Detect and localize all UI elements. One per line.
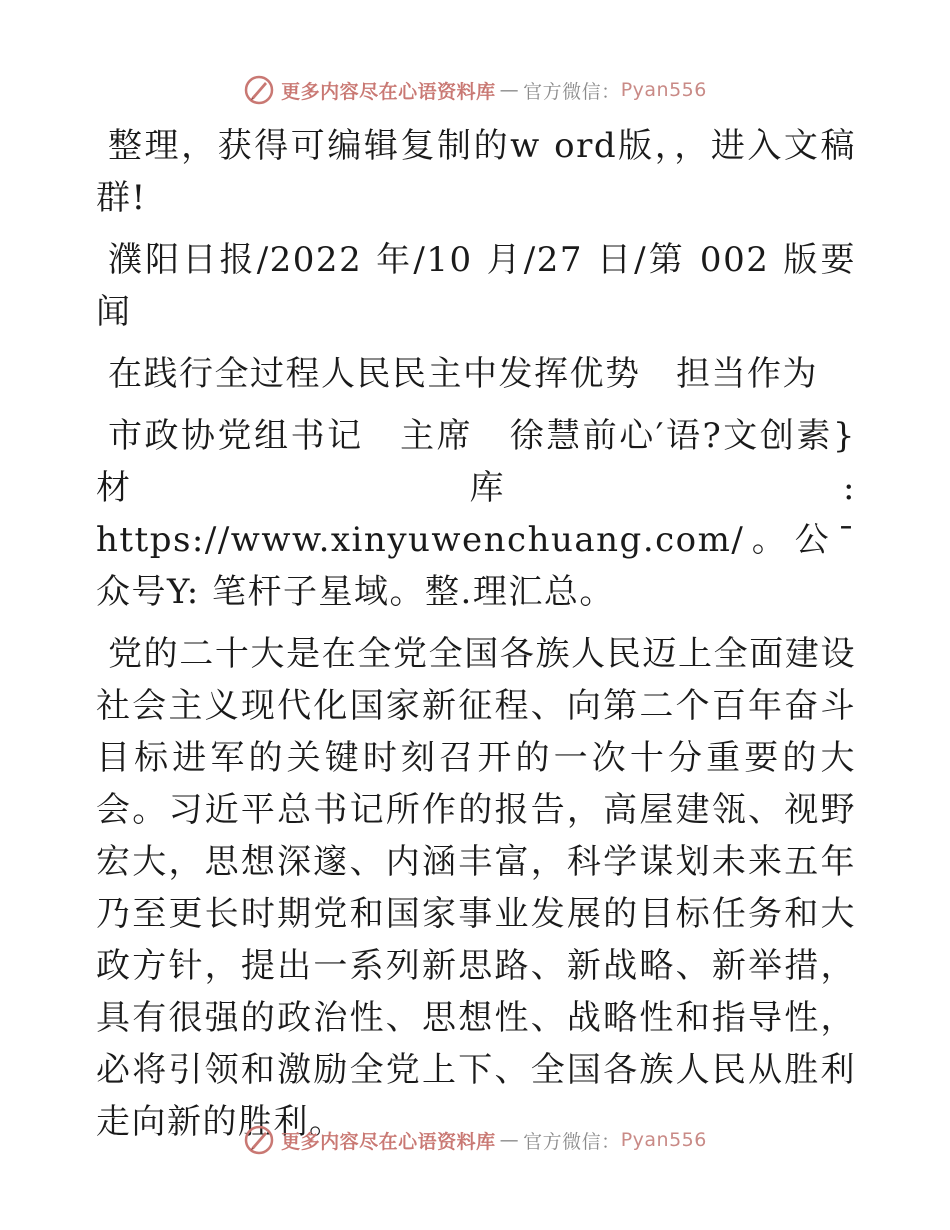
quill-logo-icon [243, 74, 275, 106]
watermark-dash: — [499, 1129, 520, 1151]
watermark-official-label: 官方微信： [523, 1130, 621, 1153]
paragraph-source: 濮阳日报/2022 年/10 月/27 日/第 002 版要闻 [96, 240, 856, 332]
watermark-dash: — [499, 79, 520, 101]
watermark-official-label: 官方微信： [523, 80, 621, 103]
document-body [96, 120, 856, 1148]
footer-watermark [0, 1124, 950, 1156]
paragraph-author: 市政协党组书记 主席 徐慧前心′语?文创素}材库: https://www.xinyuwenchuang.com/。公¯众号Y: 笔杆子星域。整.理汇总。 [96, 416, 856, 612]
watermark-text: 更多内容尽在心语资料库 [281, 80, 496, 103]
quill-logo-icon [243, 1124, 275, 1156]
watermark-text: 更多内容尽在心语资料库 [281, 1130, 496, 1153]
paragraph-intro: 整理，获得可编辑复制的w ord版，，进入文稿群! [96, 126, 856, 218]
watermark-account: Pyan556 [620, 79, 707, 101]
paragraph-body: 党的二十大是在全党全国各族人民迈上全面建设社会主义现代化国家新征程、向第二个百年奋斗目标进军的关键时刻召开的一次十分重要的大会。习近平总书记所作的报告，高屋建瓴、视野宏大，思想深邃、内涵丰富，科学谋划未来五年乃至更长时期党和国家事业发展的目标任务和大政方针，提出一系列新思路、新战略、新举措，具有很强的政治性、思想性、战略性和指导性，必将引领和激励全党上下、全国各族人民从胜利走向新的胜利。 [96, 634, 856, 1142]
watermark-account: Pyan556 [620, 1129, 707, 1151]
article-title: 在践行全过程人民民主中发挥优势 担当作为 [108, 354, 818, 394]
header-watermark [0, 74, 950, 106]
